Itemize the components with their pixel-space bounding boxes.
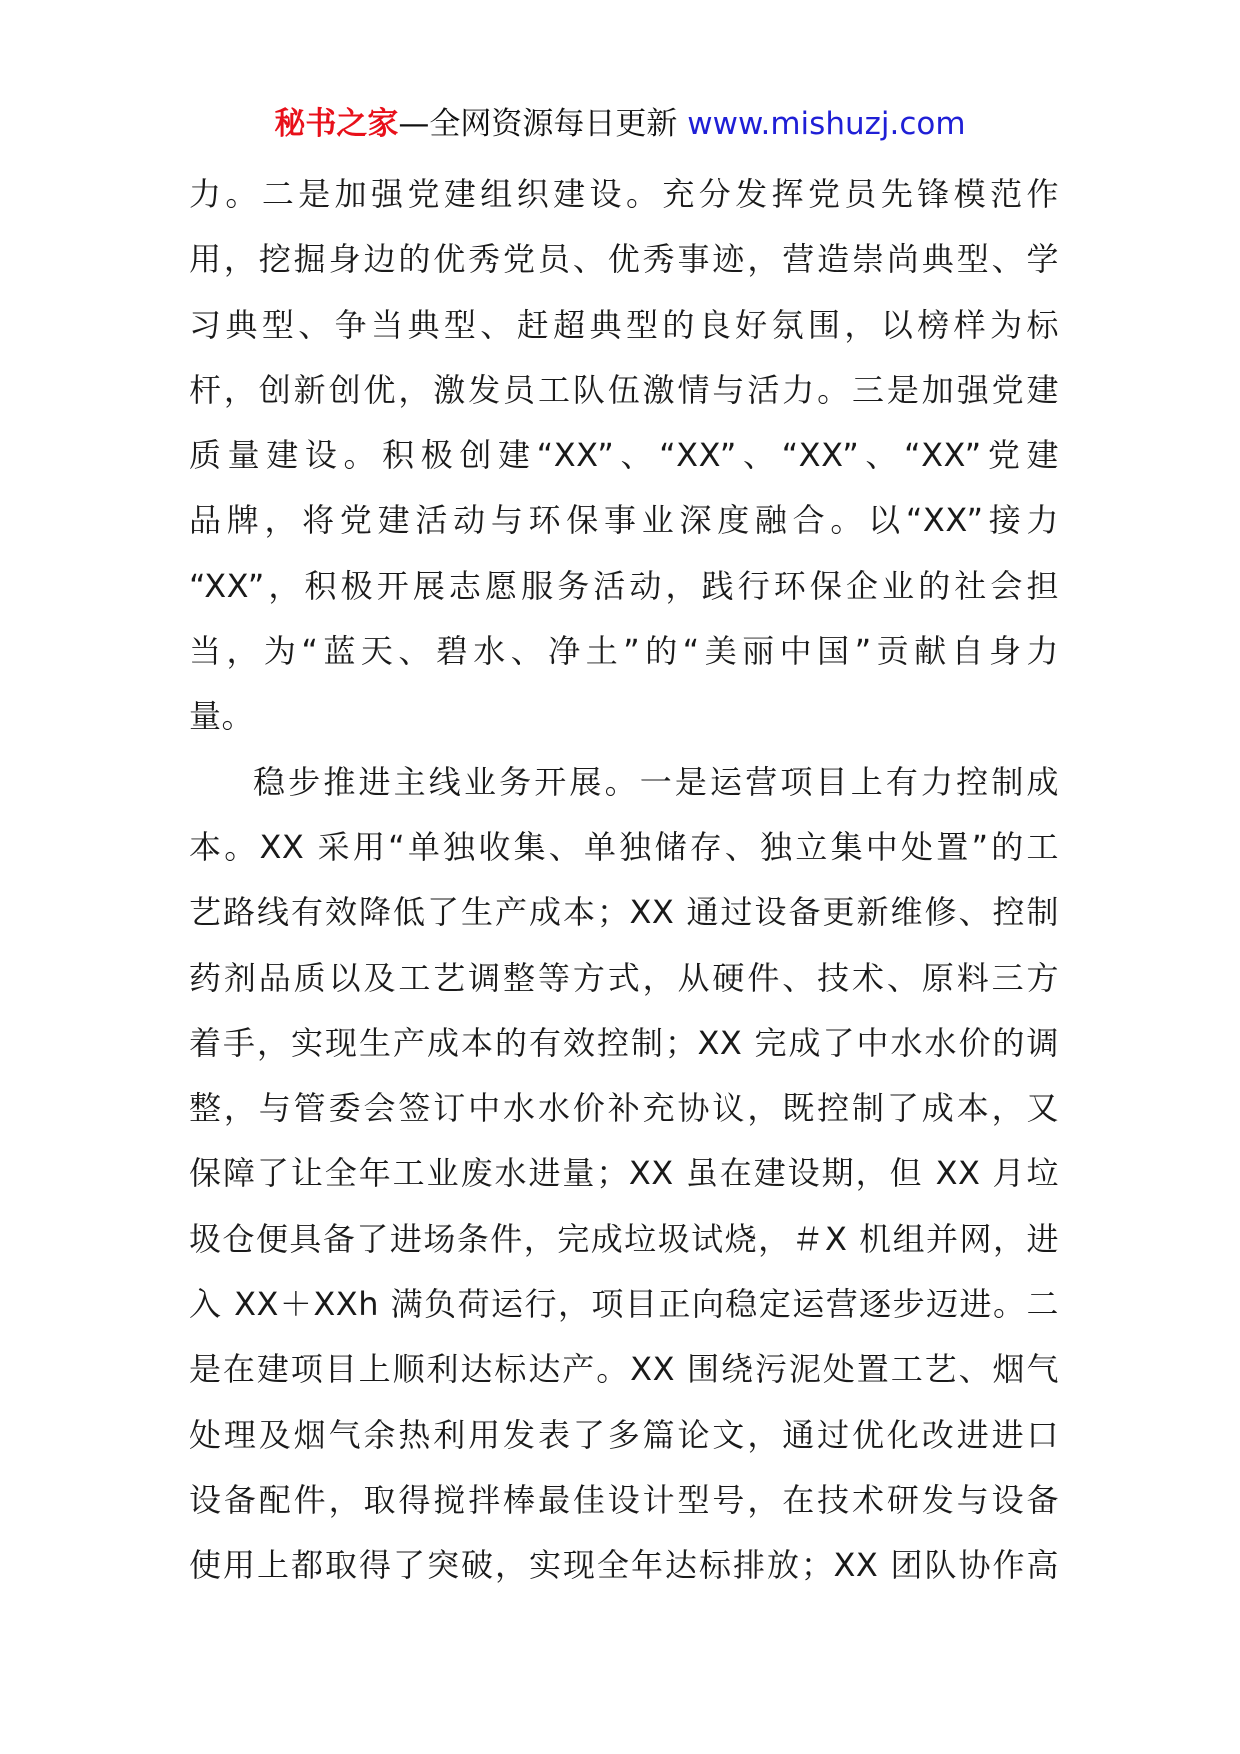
text-line: 保障了让全年工业废水进量；XX 虽在建设期，但 XX 月垃 <box>189 1154 1059 1193</box>
text-line: 艺路线有效降低了生产成本；XX 通过设备更新维修、控制 <box>189 893 1059 932</box>
text-line: 当，为“蓝天、碧水、净土”的“美丽中国”贡献自身力 <box>189 632 1059 671</box>
text-line: 是在建项目上顺利达标达产。XX 围绕污泥处置工艺、烟气 <box>189 1350 1059 1389</box>
text-line: 杆，创新创优，激发员工队伍激情与活力。三是加强党建 <box>189 370 1059 409</box>
text-line: 入 XX＋XXh 满负荷运行，项目正向稳定运营逐步迈进。二 <box>189 1285 1059 1324</box>
text-line: 药剂品质以及工艺调整等方式，从硬件、技术、原料三方 <box>189 958 1059 997</box>
text-line: “XX”，积极开展志愿服务活动，践行环保企业的社会担 <box>189 566 1059 605</box>
text-line: 圾仓便具备了进场条件，完成垃圾试烧，＃X 机组并网，进 <box>189 1219 1059 1258</box>
text-line: 着手，实现生产成本的有效控制；XX 完成了中水水价的调 <box>189 1023 1059 1062</box>
text-line: 本。XX 采用“单独收集、单独储存、独立集中处置”的工 <box>189 827 1059 866</box>
brand-name: 秘书之家 <box>274 106 399 142</box>
paragraph-main-business <box>189 750 1059 1599</box>
text-line: 质量建设。积极创建“XX”、“XX”、“XX”、“XX”党建 <box>189 436 1059 475</box>
text-line: 品牌，将党建活动与环保事业深度融合。以“XX”接力 <box>189 501 1059 540</box>
site-url-link[interactable]: www.mishuzj.com <box>687 106 966 142</box>
text-line: 习典型、争当典型、赶超典型的良好氛围，以榜样为标 <box>189 305 1059 344</box>
text-line: 量。 <box>189 697 255 736</box>
header-tagline: —全网资源每日更新 <box>398 106 678 142</box>
paragraph-party-building <box>189 162 1059 750</box>
text-line: 处理及烟气余热利用发表了多篇论文，通过优化改进进口 <box>189 1415 1059 1454</box>
text-line: 整，与管委会签订中水水价补充协议，既控制了成本，又 <box>189 1089 1059 1128</box>
text-line: 用，挖掘身边的优秀党员、优秀事迹，营造崇尚典型、学 <box>189 240 1059 279</box>
text-line: 设备配件，取得搅拌棒最佳设计型号，在技术研发与设备 <box>189 1480 1059 1519</box>
text-line: 力。二是加强党建组织建设。充分发挥党员先锋模范作 <box>189 175 1059 213</box>
site-header <box>0 100 1240 148</box>
text-line: 使用上都取得了突破，实现全年达标排放；XX 团队协作高 <box>189 1546 1059 1585</box>
text-line: 稳步推进主线业务开展。一是运营项目上有力控制成 <box>253 762 1059 801</box>
document-body <box>189 162 1059 1599</box>
